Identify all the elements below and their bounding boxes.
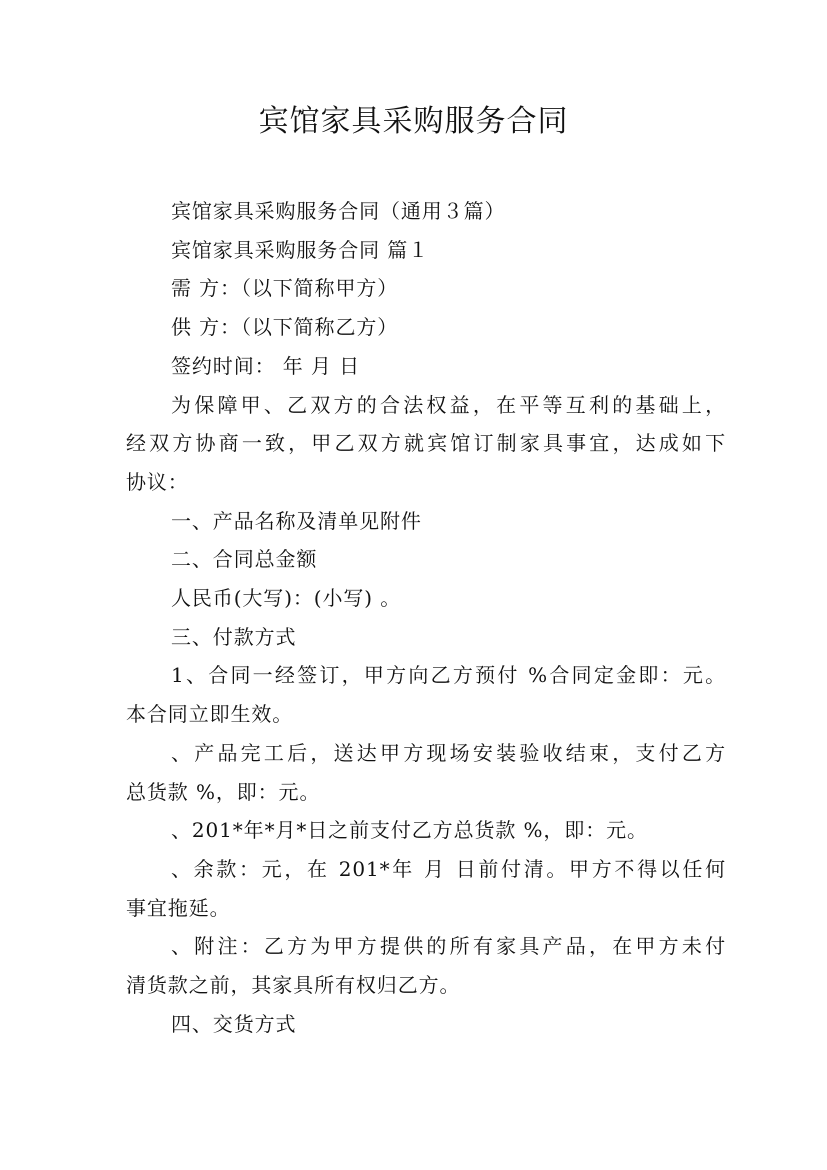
part-heading: 宾馆家具采购服务合同 篇１ <box>171 237 430 262</box>
sign-date-line: 签约时间： 年 月 日 <box>171 353 360 378</box>
party-a-line: 需 方：（以下简称甲方） <box>171 276 399 301</box>
section-1-heading: 一、产品名称及清单见附件 <box>171 508 422 533</box>
preamble-paragraph <box>126 386 726 425</box>
document-title: 宾馆家具采购服务合同 <box>258 104 569 139</box>
preamble-paragraph-cont <box>126 424 726 463</box>
payment-note-line-2: 清货款之前，其家具所有权归乙方。 <box>126 973 461 998</box>
preamble-line-1: 为保障甲、乙双方的合法权益，在平等互利的基础上， <box>171 392 726 417</box>
party-b-line: 供 方：（以下简称乙方） <box>171 315 399 340</box>
payment-item-1 <box>126 656 726 695</box>
payment-item-3: 、201*年*月*日之前支付乙方总货款 %，即：元。 <box>171 818 648 843</box>
payment-note-line-1: 、附注：乙方为甲方提供的所有家具产品，在甲方未付 <box>171 934 726 959</box>
payment-note <box>126 927 726 966</box>
payment-item-2 <box>126 734 726 773</box>
payment-item-1-line-2: 本合同立即生效。 <box>126 702 294 727</box>
section-4-heading: 四、交货方式 <box>171 1011 297 1036</box>
subtitle-line: 宾馆家具采购服务合同（通用３篇） <box>171 199 506 223</box>
preamble-line-2: 经双方协商一致，甲乙双方就宾馆订制家具事宜，达成如下 <box>126 431 726 456</box>
payment-item-2-line-1: 、产品完工后，送达甲方现场安装验收结束，支付乙方 <box>171 740 726 765</box>
payment-item-4-line-2: 事宜拖延。 <box>126 895 231 920</box>
payment-item-1-line-1: 1、合同一经签订，甲方向乙方预付 %合同定金即：元。 <box>171 663 726 688</box>
amount-line: 人民币(大写)：(小写) 。 <box>171 586 402 611</box>
section-3-heading: 三、付款方式 <box>171 624 297 649</box>
payment-item-2-line-2: 总货款 %，即：元。 <box>126 779 321 804</box>
preamble-line-3: 协议： <box>126 469 189 494</box>
section-2-heading: 二、合同总金额 <box>171 547 318 572</box>
payment-item-4-line-1: 、余款：元，在 201*年 月 日前付清。甲方不得以任何 <box>171 856 726 881</box>
payment-item-4 <box>126 850 726 889</box>
document-body <box>126 192 726 1043</box>
